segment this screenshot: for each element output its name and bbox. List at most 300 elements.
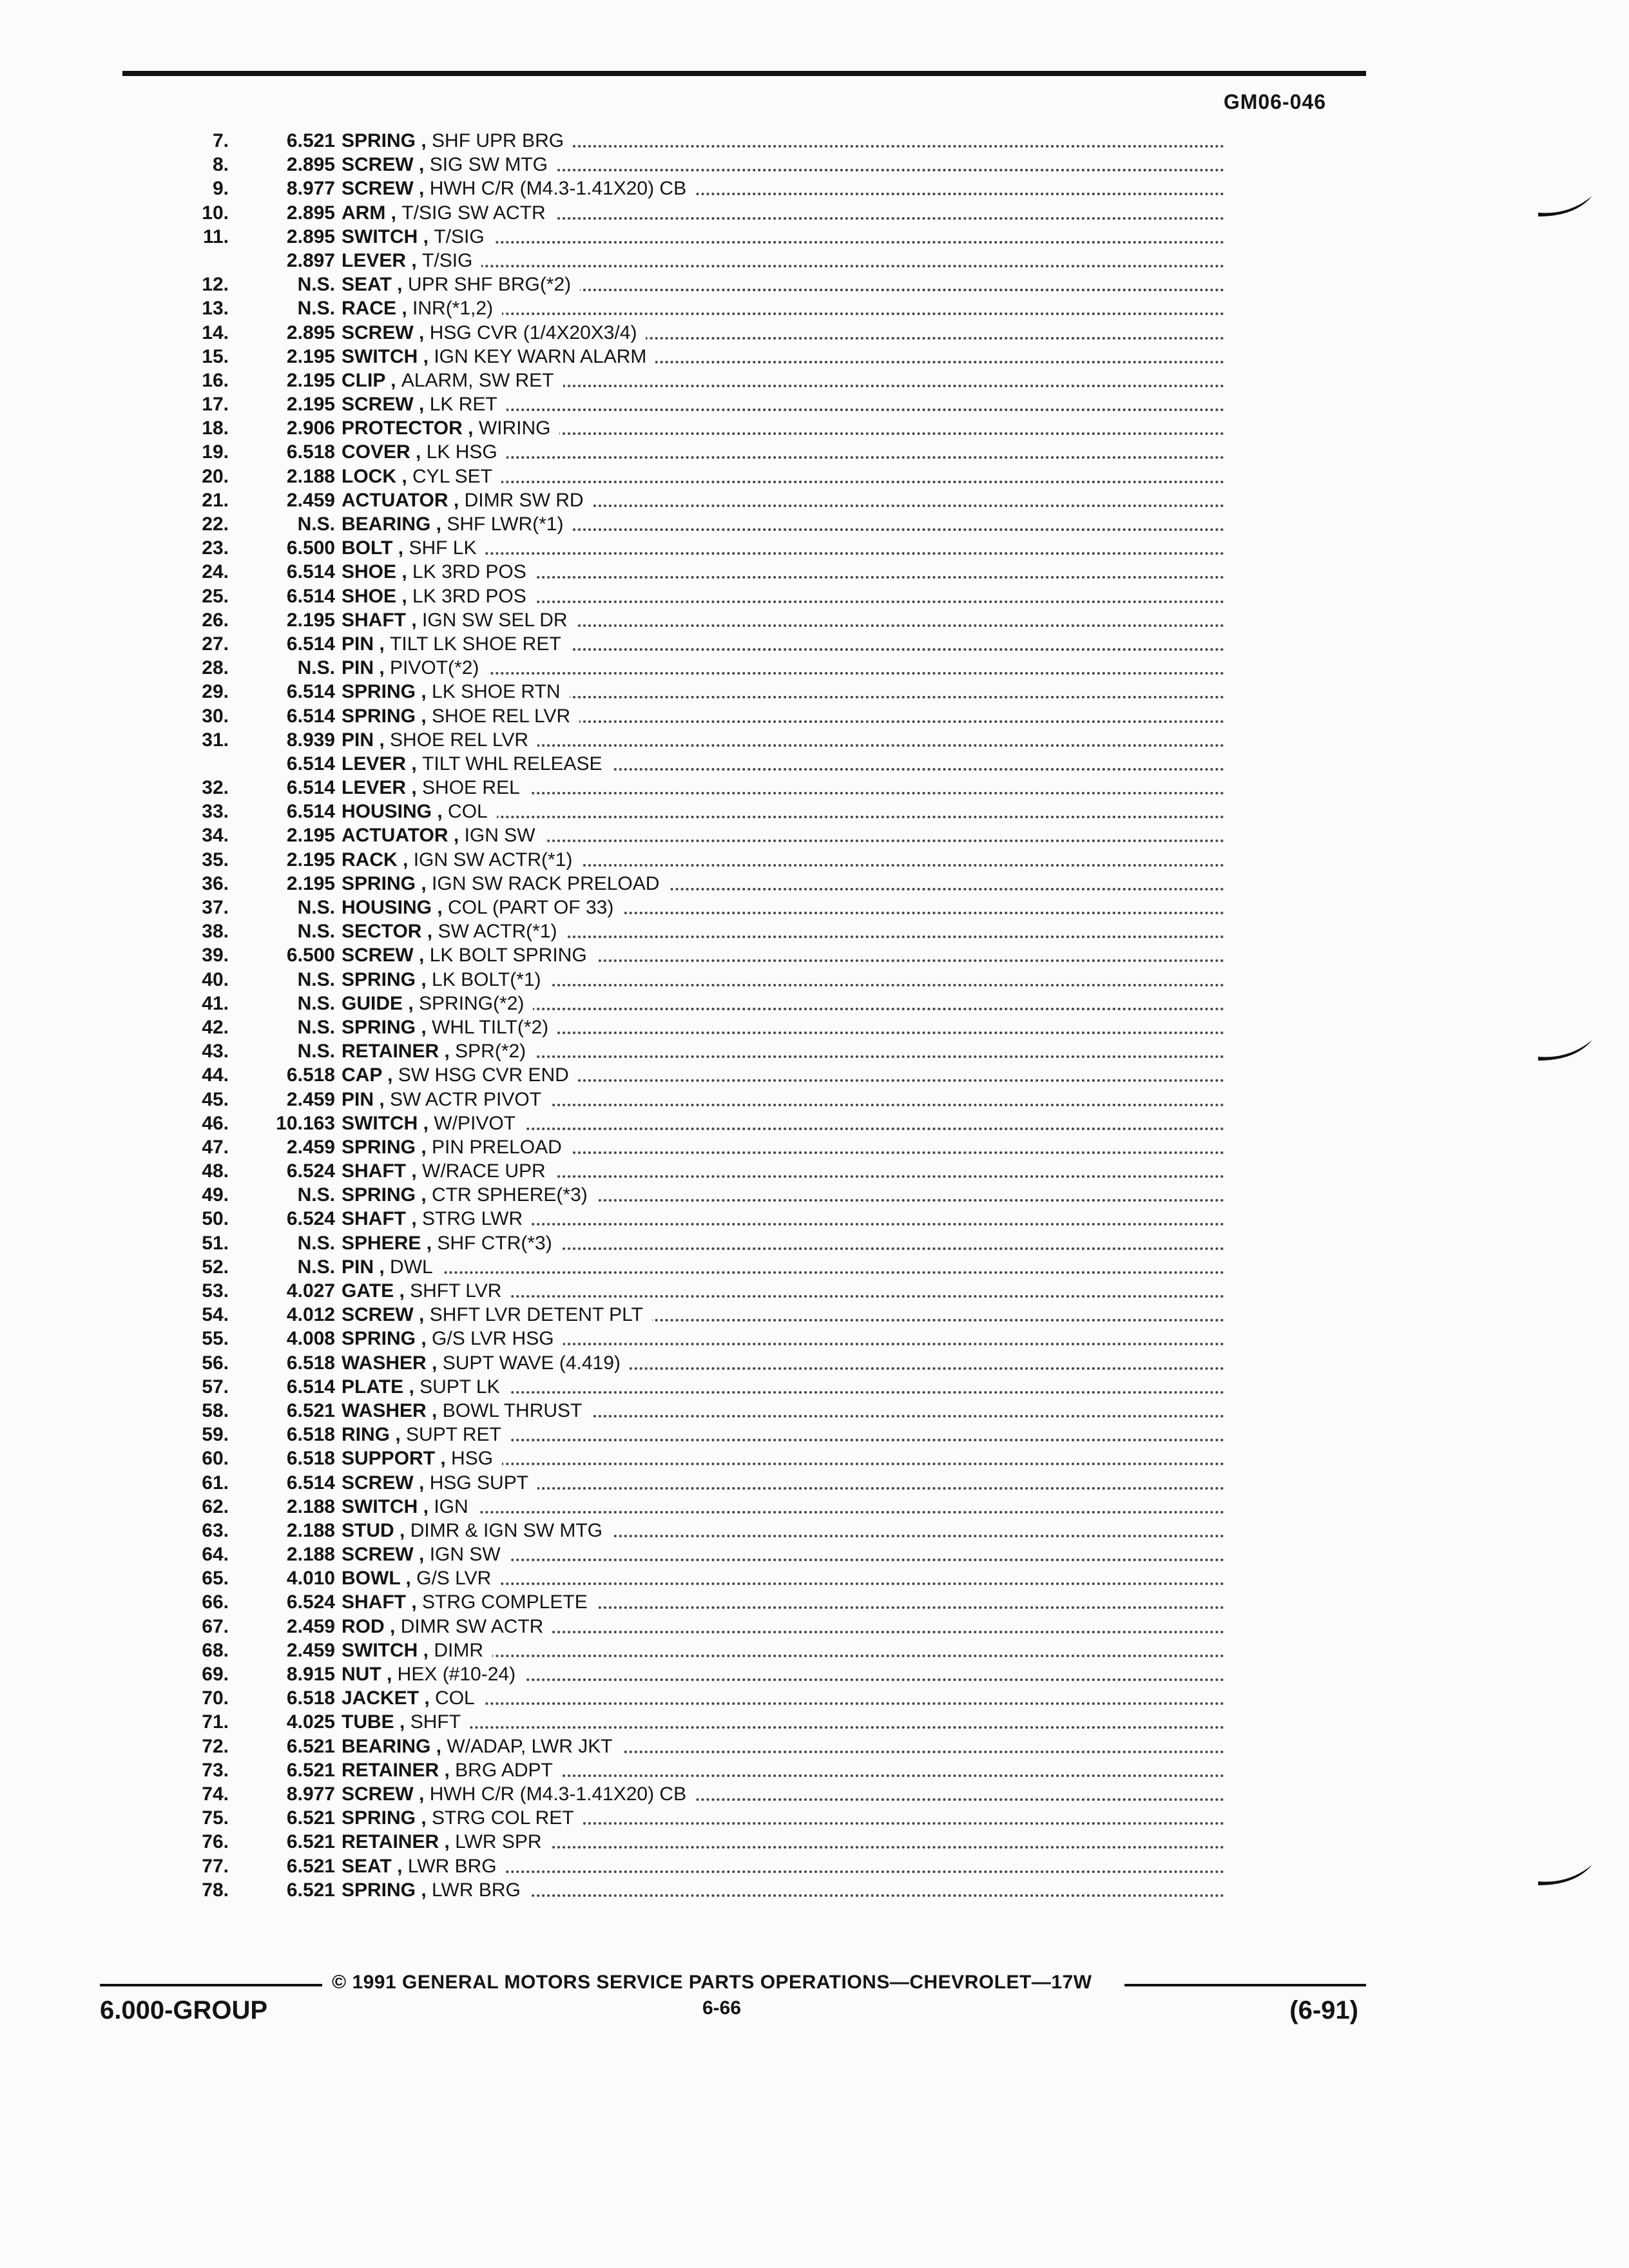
part-detail: SPRING(*2) <box>419 992 525 1014</box>
part-description: NUT , HEX (#10-24) <box>342 1662 1224 1686</box>
part-row <box>129 1039 1224 1063</box>
part-number: 15. <box>202 345 229 367</box>
part-name: SCREW <box>342 945 414 966</box>
part-row <box>129 943 1224 967</box>
part-description: ACTUATOR , IGN SW <box>342 823 1224 847</box>
part-name: SCREW <box>342 154 414 176</box>
page-number: 6-66 <box>702 1997 742 2019</box>
part-detail: IGN SW ACTR(*1) <box>413 849 573 870</box>
part-row <box>129 273 1224 296</box>
part-row <box>129 1063 1224 1087</box>
part-number: 9. <box>212 178 229 200</box>
footer-rule-right <box>1124 1984 1366 1986</box>
part-detail: LK SHOE RTN <box>432 681 561 703</box>
part-description: ROD , DIMR SW ACTR <box>342 1615 1224 1639</box>
part-detail: LK RET <box>429 394 497 416</box>
part-name: RING <box>342 1424 390 1446</box>
part-description: RETAINER , LWR SPR <box>342 1830 1224 1854</box>
group-number: 2.195 <box>286 825 335 847</box>
part-name: PIN <box>342 729 374 751</box>
part-detail: PIN PRELOAD <box>432 1136 562 1158</box>
group-number: 6.521 <box>286 1735 335 1757</box>
part-description: ACTUATOR , DIMR SW RD <box>342 488 1224 512</box>
part-name: WASHER <box>342 1399 427 1421</box>
part-description: SPRING , PIN PRELOAD <box>342 1135 1224 1159</box>
group-number: 6.518 <box>286 1687 335 1709</box>
part-number: 30. <box>202 705 229 727</box>
part-description: SHAFT , W/RACE UPR <box>342 1159 1224 1183</box>
part-row <box>129 1782 1224 1806</box>
part-row <box>129 1495 1224 1519</box>
part-description: PROTECTOR , WIRING <box>342 416 1224 440</box>
part-name: GUIDE <box>342 992 403 1014</box>
part-number: 38. <box>202 921 229 943</box>
part-detail: IGN SW <box>429 1544 501 1566</box>
part-row <box>129 896 1224 919</box>
part-row <box>129 608 1224 632</box>
group-number: N.S. <box>297 897 335 918</box>
part-number: 22. <box>202 514 229 535</box>
group-number: 6.521 <box>286 1759 335 1781</box>
part-name: SPHERE <box>342 1232 421 1254</box>
group-number: 8.915 <box>286 1664 335 1685</box>
part-detail: LK 3RD POS <box>412 585 526 607</box>
group-number: 2.906 <box>286 418 335 439</box>
part-name: SWITCH <box>342 1639 418 1661</box>
part-name: SPRING <box>342 705 416 727</box>
part-number: 63. <box>202 1519 229 1541</box>
part-row <box>129 968 1224 992</box>
part-name: SPRING <box>342 1879 416 1901</box>
part-name: JACKET <box>342 1687 419 1709</box>
group-number: 6.514 <box>286 561 335 583</box>
part-description: ARM , T/SIG SW ACTR <box>342 201 1224 225</box>
part-row <box>129 225 1224 249</box>
group-number: 4.025 <box>286 1711 335 1733</box>
part-description: PIN , SW ACTR PIVOT <box>342 1088 1224 1111</box>
part-number: 34. <box>202 825 229 847</box>
part-description: SWITCH , T/SIG <box>342 225 1224 249</box>
part-description: PIN , DWL <box>342 1255 1224 1279</box>
part-name: HOUSING <box>342 897 432 918</box>
group-number: 2.188 <box>286 465 335 487</box>
part-description: SHAFT , STRG COMPLETE <box>342 1590 1224 1614</box>
part-row <box>129 800 1224 823</box>
part-detail: CTR SPHERE(*3) <box>432 1184 588 1206</box>
part-number: 29. <box>202 681 229 703</box>
part-description: BOLT , SHF LK <box>342 536 1224 560</box>
part-description: BEARING , SHF LWR(*1) <box>342 512 1224 536</box>
part-description: SCREW , HSG CVR (1/4X20X3/4) <box>342 321 1224 345</box>
part-detail: SHF UPR BRG <box>432 130 564 151</box>
part-name: SHOE <box>342 561 397 583</box>
part-name: LEVER <box>342 753 407 774</box>
group-number: 2.459 <box>286 1615 335 1637</box>
part-name: TUBE <box>342 1711 394 1733</box>
group-number: 2.895 <box>286 322 335 343</box>
part-description: SCREW , HWH C/R (M4.3-1.41X20) CB <box>342 177 1224 200</box>
part-name: SPRING <box>342 1807 416 1829</box>
group-number: 2.459 <box>286 489 335 511</box>
group-number: 6.521 <box>286 1855 335 1877</box>
group-number: N.S. <box>297 298 335 320</box>
part-detail: STRG LWR <box>422 1208 523 1230</box>
part-name: SCREW <box>342 1544 414 1566</box>
part-row <box>129 872 1224 896</box>
part-detail: DIMR <box>434 1639 483 1661</box>
part-row <box>129 1519 1224 1542</box>
part-detail: WHL TILT(*2) <box>432 1016 549 1038</box>
part-number: 62. <box>202 1495 229 1517</box>
part-name: SPRING <box>342 1184 416 1206</box>
part-detail: BRG ADPT <box>455 1759 553 1781</box>
part-row <box>129 1735 1224 1758</box>
part-number: 67. <box>202 1615 229 1637</box>
group-number: 6.514 <box>286 801 335 823</box>
part-number: 7. <box>212 130 229 151</box>
part-number: 77. <box>202 1855 229 1877</box>
part-description: RING , SUPT RET <box>342 1423 1224 1446</box>
part-row <box>129 1854 1224 1878</box>
part-number: 44. <box>202 1064 229 1086</box>
part-detail: TILT WHL RELEASE <box>422 753 602 774</box>
part-name: NUT <box>342 1664 381 1685</box>
part-row <box>129 1279 1224 1303</box>
group-number: N.S. <box>297 1041 335 1062</box>
edition-date: (6-91) <box>1289 1996 1358 2024</box>
part-name: BOLT <box>342 537 393 559</box>
part-name: SWITCH <box>342 345 418 367</box>
part-row <box>129 1686 1224 1710</box>
part-number: 72. <box>202 1735 229 1757</box>
part-detail: SHF LWR(*1) <box>447 514 564 535</box>
group-number: N.S. <box>297 514 335 535</box>
part-number: 36. <box>202 872 229 894</box>
group-number: 2.188 <box>286 1495 335 1517</box>
part-row <box>129 752 1224 776</box>
part-row <box>129 465 1224 488</box>
part-detail: SUPT WAVE (4.419) <box>442 1352 621 1374</box>
part-row <box>129 249 1224 273</box>
group-number: 2.459 <box>286 1136 335 1158</box>
part-number: 65. <box>202 1568 229 1590</box>
part-name: SHAFT <box>342 1591 406 1613</box>
group-number: 6.521 <box>286 1831 335 1853</box>
part-number: 25. <box>202 585 229 607</box>
part-detail: W/ADAP, LWR JKT <box>447 1735 613 1757</box>
part-row <box>129 776 1224 800</box>
part-name: PIN <box>342 1088 374 1110</box>
part-detail: BOWL THRUST <box>442 1399 583 1421</box>
part-row <box>129 416 1224 440</box>
part-number: 31. <box>202 729 229 751</box>
part-name: SUPPORT <box>342 1448 436 1470</box>
group-number: N.S. <box>297 1256 335 1278</box>
part-description: SPRING , CTR SPHERE(*3) <box>342 1183 1224 1207</box>
group-number: N.S. <box>297 968 335 990</box>
part-name: SCREW <box>342 178 414 200</box>
part-row <box>129 536 1224 560</box>
group-number: 4.008 <box>286 1328 335 1350</box>
part-row <box>129 823 1224 847</box>
part-detail: IGN KEY WARN ALARM <box>434 345 647 367</box>
part-number: 50. <box>202 1208 229 1230</box>
part-row <box>129 440 1224 464</box>
part-detail: HWH C/R (M4.3-1.41X20) CB <box>429 1783 687 1805</box>
part-description: GATE , SHFT LVR <box>342 1279 1224 1303</box>
part-number: 51. <box>202 1232 229 1254</box>
part-detail: COL <box>448 801 488 823</box>
part-description: SPRING , G/S LVR HSG <box>342 1327 1224 1350</box>
document-code: GM06-046 <box>1223 90 1326 113</box>
part-description: SHOE , LK 3RD POS <box>342 560 1224 584</box>
part-name: SPRING <box>342 681 416 703</box>
part-description: GUIDE , SPRING(*2) <box>342 992 1224 1015</box>
part-number: 16. <box>202 369 229 391</box>
part-name: SPRING <box>342 872 416 894</box>
part-detail: LWR BRG <box>407 1855 497 1877</box>
part-description: SEAT , LWR BRG <box>342 1854 1224 1878</box>
part-number: 23. <box>202 537 229 559</box>
part-description: CAP , SW HSG CVR END <box>342 1063 1224 1087</box>
part-description: HOUSING , COL (PART OF 33) <box>342 896 1224 919</box>
part-detail: HSG CVR (1/4X20X3/4) <box>429 322 637 343</box>
part-row <box>129 345 1224 369</box>
group-number: 8.977 <box>286 1783 335 1805</box>
part-name: PROTECTOR <box>342 418 463 439</box>
part-row <box>129 512 1224 536</box>
part-detail: TILT LK SHOE RET <box>390 633 561 655</box>
group-number: 6.514 <box>286 777 335 799</box>
part-row <box>129 728 1224 752</box>
part-detail: T/SIG <box>434 226 485 247</box>
part-name: LEVER <box>342 249 407 271</box>
group-number: 2.195 <box>286 394 335 416</box>
part-number: 26. <box>202 609 229 631</box>
part-number: 57. <box>202 1376 229 1398</box>
part-number: 59. <box>202 1424 229 1446</box>
part-description: WASHER , SUPT WAVE (4.419) <box>342 1351 1224 1375</box>
part-row <box>129 1399 1224 1423</box>
group-number: 2.195 <box>286 872 335 894</box>
part-description: PIN , PIVOT(*2) <box>342 656 1224 680</box>
part-row <box>129 1446 1224 1470</box>
top-rule <box>122 71 1366 76</box>
part-detail: LK 3RD POS <box>412 561 526 583</box>
part-number: 61. <box>202 1472 229 1494</box>
part-number: 41. <box>202 992 229 1014</box>
group-number: 6.500 <box>286 945 335 966</box>
group-number: 6.518 <box>286 1448 335 1470</box>
part-number: 48. <box>202 1160 229 1182</box>
part-detail: CYL SET <box>412 465 492 487</box>
group-number: N.S. <box>297 657 335 679</box>
part-row <box>129 1015 1224 1039</box>
part-number: 17. <box>202 394 229 416</box>
group-number: 6.521 <box>286 130 335 151</box>
part-number: 53. <box>202 1280 229 1302</box>
part-row <box>129 1159 1224 1183</box>
part-detail: W/PIVOT <box>434 1112 516 1134</box>
part-description: PLATE , SUPT LK <box>342 1375 1224 1399</box>
part-description: SCREW , SHFT LVR DETENT PLT <box>342 1303 1224 1327</box>
part-detail: SHFT <box>410 1711 461 1733</box>
part-detail: SPR(*2) <box>455 1041 526 1062</box>
part-number: 66. <box>202 1591 229 1613</box>
part-name: SCREW <box>342 1304 414 1326</box>
part-name: SCREW <box>342 1783 414 1805</box>
part-name: SHAFT <box>342 609 406 631</box>
part-detail: HSG <box>451 1448 494 1470</box>
part-row <box>129 1231 1224 1255</box>
group-number: 6.524 <box>286 1591 335 1613</box>
part-name: LOCK <box>342 465 396 487</box>
group-number: 6.514 <box>286 585 335 607</box>
part-name: SCREW <box>342 322 414 343</box>
part-name: SCREW <box>342 1472 414 1494</box>
part-description: SUPPORT , HSG <box>342 1446 1224 1470</box>
part-row <box>129 680 1224 704</box>
part-detail: IGN SW SEL DR <box>422 609 568 631</box>
part-name: SHOE <box>342 585 397 607</box>
part-name: RETAINER <box>342 1831 439 1853</box>
part-name: SPRING <box>342 130 416 151</box>
part-number: 52. <box>202 1256 229 1278</box>
part-number: 19. <box>202 441 229 463</box>
part-number: 64. <box>202 1544 229 1566</box>
part-row <box>129 1351 1224 1375</box>
part-name: RETAINER <box>342 1759 439 1781</box>
part-row <box>129 1878 1224 1902</box>
part-detail: T/SIG SW ACTR <box>401 202 546 224</box>
group-number: 6.521 <box>286 1399 335 1421</box>
part-row <box>129 369 1224 392</box>
part-detail: SHFT LVR DETENT PLT <box>429 1304 643 1326</box>
part-detail: COL <box>435 1687 475 1709</box>
part-description: LEVER , T/SIG <box>342 249 1224 273</box>
part-number: 39. <box>202 945 229 966</box>
group-number: 6.514 <box>286 1376 335 1398</box>
part-number: 70. <box>202 1687 229 1709</box>
group-number: 2.195 <box>286 849 335 870</box>
part-description: LEVER , SHOE REL <box>342 776 1224 800</box>
part-row <box>129 1566 1224 1590</box>
part-detail: SW ACTR(*1) <box>438 921 557 943</box>
part-detail: LK BOLT(*1) <box>432 968 541 990</box>
part-detail: IGN SW RACK PRELOAD <box>432 872 660 894</box>
part-description: COVER , LK HSG <box>342 440 1224 464</box>
part-detail: SUPT LK <box>419 1376 500 1398</box>
group-number: 2.895 <box>286 202 335 224</box>
part-detail: DWL <box>390 1256 433 1278</box>
dot-leader <box>342 1271 1224 1274</box>
part-detail: INR(*1,2) <box>412 298 494 320</box>
group-number: 2.188 <box>286 1544 335 1566</box>
part-name: PIN <box>342 1256 374 1278</box>
part-name: LEVER <box>342 777 407 799</box>
part-number: 60. <box>202 1448 229 1470</box>
part-row <box>129 1758 1224 1782</box>
part-number: 8. <box>212 154 229 176</box>
copyright-notice: © 1991 GENERAL MOTORS SERVICE PARTS OPERATIONS—CHEVROLET—17W <box>332 1972 1092 1993</box>
part-description: RACK , IGN SW ACTR(*1) <box>342 848 1224 872</box>
part-number: 46. <box>202 1112 229 1134</box>
group-number: 6.514 <box>286 633 335 655</box>
part-name: BEARING <box>342 514 431 535</box>
part-name: SWITCH <box>342 1495 418 1517</box>
footer-rule-left <box>100 1984 322 1986</box>
group-number: 6.518 <box>286 1424 335 1446</box>
part-number: 68. <box>202 1639 229 1661</box>
part-description: SPRING , LK SHOE RTN <box>342 680 1224 704</box>
part-number: 45. <box>202 1088 229 1110</box>
part-description: SPHERE , SHF CTR(*3) <box>342 1231 1224 1255</box>
group-number: 10.163 <box>276 1112 335 1134</box>
part-row <box>129 129 1224 153</box>
group-number: 6.521 <box>286 1807 335 1829</box>
part-description: SHOE , LK 3RD POS <box>342 584 1224 608</box>
part-number: 73. <box>202 1759 229 1781</box>
part-row <box>129 488 1224 512</box>
part-number: 40. <box>202 968 229 990</box>
part-detail: SHFT LVR <box>410 1280 502 1302</box>
part-description: BOWL , G/S LVR <box>342 1566 1224 1590</box>
part-name: ACTUATOR <box>342 825 448 847</box>
part-detail: LWR BRG <box>432 1879 521 1901</box>
part-name: RETAINER <box>342 1041 439 1062</box>
part-number: 47. <box>202 1136 229 1158</box>
group-number: N.S. <box>297 921 335 943</box>
part-name: WASHER <box>342 1352 427 1374</box>
part-number: 55. <box>202 1328 229 1350</box>
part-description: SPRING , SHOE REL LVR <box>342 704 1224 728</box>
part-name: SEAT <box>342 274 392 296</box>
part-detail: HSG SUPT <box>429 1472 529 1494</box>
part-name: SHAFT <box>342 1208 406 1230</box>
part-description: SHAFT , STRG LWR <box>342 1207 1224 1231</box>
part-detail: COL (PART OF 33) <box>448 897 614 918</box>
part-detail: SIG SW MTG <box>429 154 548 176</box>
part-name: ROD <box>342 1615 385 1637</box>
part-name: BOWL <box>342 1568 401 1590</box>
part-description: SHAFT , IGN SW SEL DR <box>342 608 1224 632</box>
part-row <box>129 201 1224 225</box>
part-description: SPRING , WHL TILT(*2) <box>342 1015 1224 1039</box>
part-row <box>129 1088 1224 1111</box>
part-row <box>129 1806 1224 1830</box>
part-number: 11. <box>202 226 229 247</box>
part-name: PIN <box>342 633 374 655</box>
part-row <box>129 1590 1224 1614</box>
part-number: 42. <box>202 1016 229 1038</box>
group-number: 2.195 <box>286 345 335 367</box>
part-description: SCREW , LK RET <box>342 392 1224 416</box>
part-name: SWITCH <box>342 1112 418 1134</box>
part-number: 10. <box>202 202 229 224</box>
part-detail: IGN <box>434 1495 468 1517</box>
group-number: 2.459 <box>286 1088 335 1110</box>
part-row <box>129 1615 1224 1639</box>
part-row <box>129 1375 1224 1399</box>
group-number: 6.514 <box>286 681 335 703</box>
part-detail: LK BOLT SPRING <box>429 945 587 966</box>
group-number: 6.514 <box>286 705 335 727</box>
part-description: PIN , TILT LK SHOE RET <box>342 632 1224 656</box>
part-description: SPRING , LK BOLT(*1) <box>342 968 1224 992</box>
part-name: SHAFT <box>342 1160 406 1182</box>
part-number: 18. <box>202 418 229 439</box>
part-detail: STRG COL RET <box>432 1807 574 1829</box>
